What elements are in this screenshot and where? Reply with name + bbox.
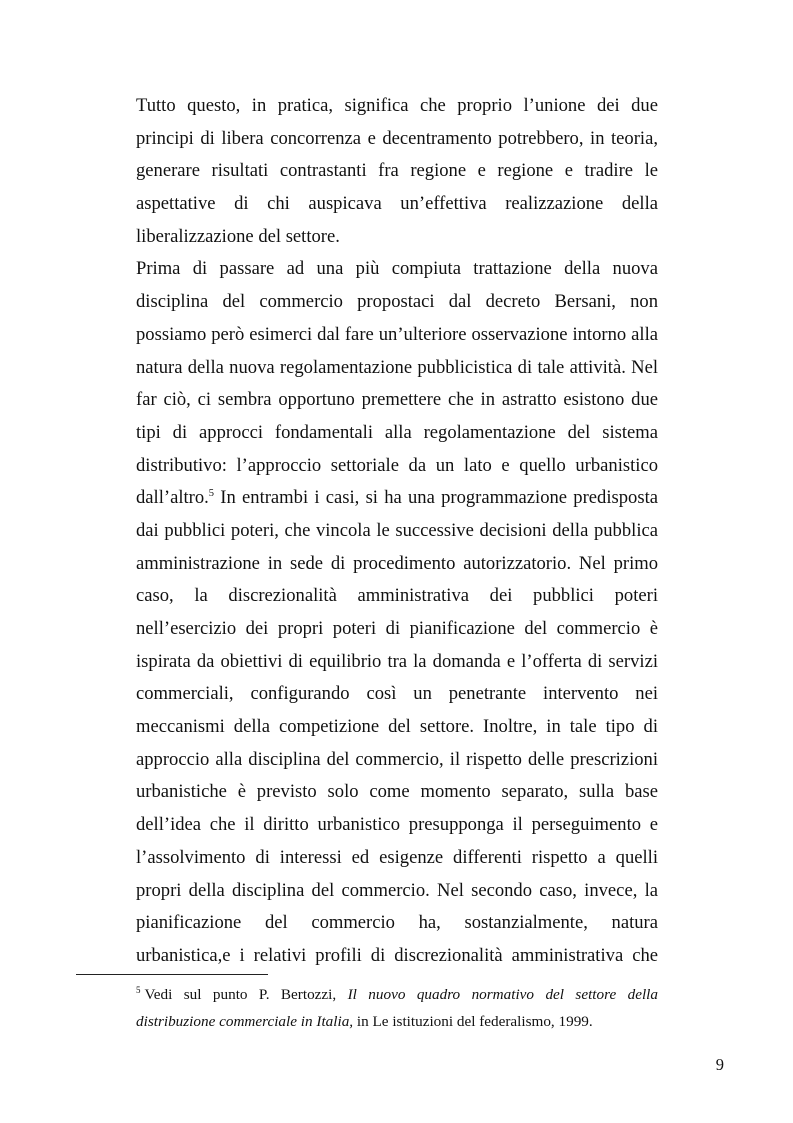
text-line: far ciò, ci sembra opportuno premettere che in astratto esistono due (136, 389, 658, 411)
text-line: caso, la discrezionalità amministrativa dei pubblici poteri (136, 585, 658, 607)
text-line: natura della nuova regolamentazione pubblicistica di tale attività. Nel (136, 356, 658, 378)
page-number: 9 (715, 1055, 724, 1074)
text-line: Tutto questo, in pratica, significa che proprio l’unione dei due (136, 95, 658, 116)
text-line: propri della disciplina del commercio. Nel secondo caso, invece, la (136, 879, 658, 901)
body-text (136, 90, 658, 973)
footnote-text: Vedi sul punto P. Bertozzi, (144, 986, 348, 1003)
text-line: distributivo: l’approccio settoriale da un lato e quello urbanistico (136, 454, 658, 476)
footnote-separator (76, 974, 268, 975)
text-segment: In entrambi i casi, si ha una programmazione predisposta (214, 487, 658, 509)
footnote-5 (136, 981, 658, 1035)
text-line-with-footnote-ref (136, 482, 658, 515)
footnote-line (136, 981, 658, 1008)
text-line: generare risultati contrastanti fra regione e regione e tradire le (136, 160, 658, 182)
text-line: principi di libera concorrenza e decentramento potrebbero, in teoria, (136, 127, 658, 149)
text-line: nell’esercizio dei propri poteri di pianificazione del commercio è (136, 618, 658, 639)
text-line: amministrazione in sede di procedimento autorizzatorio. Nel primo (136, 552, 658, 574)
text-line: aspettative di chi auspicava un’effettiva realizzazione della (136, 193, 658, 215)
footnote-line (136, 1008, 658, 1035)
footnote-text: in Le istituzioni del federalismo, 1999. (353, 1013, 593, 1030)
text-line: liberalizzazione del settore. (136, 225, 340, 247)
text-line: dai pubblici poteri, che vincola le successive decisioni della pubblica (136, 519, 658, 541)
text-line: urbanistiche è previsto solo come momento separato, sulla base (136, 781, 658, 803)
text-line: meccanismi della competizione del settore. Inoltre, in tale tipo di (136, 716, 658, 738)
text-segment: dall’altro. (136, 487, 209, 509)
text-line: urbanistica,e i relativi profili di discrezionalità amministrativa che (136, 944, 658, 966)
text-line: possiamo però esimerci dal fare un’ulteriore osservazione intorno alla (136, 323, 658, 345)
text-line: commerciali, configurando così un penetrante intervento nei (136, 683, 658, 705)
text-line: ispirata da obiettivi di equilibrio tra la domanda e l’offerta di servizi (136, 650, 658, 672)
footnote-title: distribuzione commerciale in Italia, (136, 1013, 354, 1030)
footnote-marker: 5 (136, 985, 141, 995)
text-line: disciplina del commercio propostaci dal decreto Bersani, non (136, 291, 658, 313)
text-line: pianificazione del commercio ha, sostanzialmente, natura (136, 912, 658, 934)
paragraph-1 (136, 90, 658, 253)
footnote-title: Il nuovo quadro normativo del settore della (347, 986, 658, 1003)
text-line: dell’idea che il diritto urbanistico presupponga il perseguimento e (136, 814, 658, 836)
footnote-reference[interactable]: 5 (208, 488, 215, 500)
text-line: tipi di approcci fondamentali alla regolamentazione del sistema (136, 421, 658, 443)
paragraph-2 (136, 253, 658, 972)
text-line: Prima di passare ad una più compiuta trattazione della nuova (136, 258, 658, 280)
text-line: l’assolvimento di interessi ed esigenze differenti rispetto a quelli (136, 846, 658, 868)
text-line: approccio alla disciplina del commercio, il rispetto delle prescrizioni (136, 748, 658, 770)
